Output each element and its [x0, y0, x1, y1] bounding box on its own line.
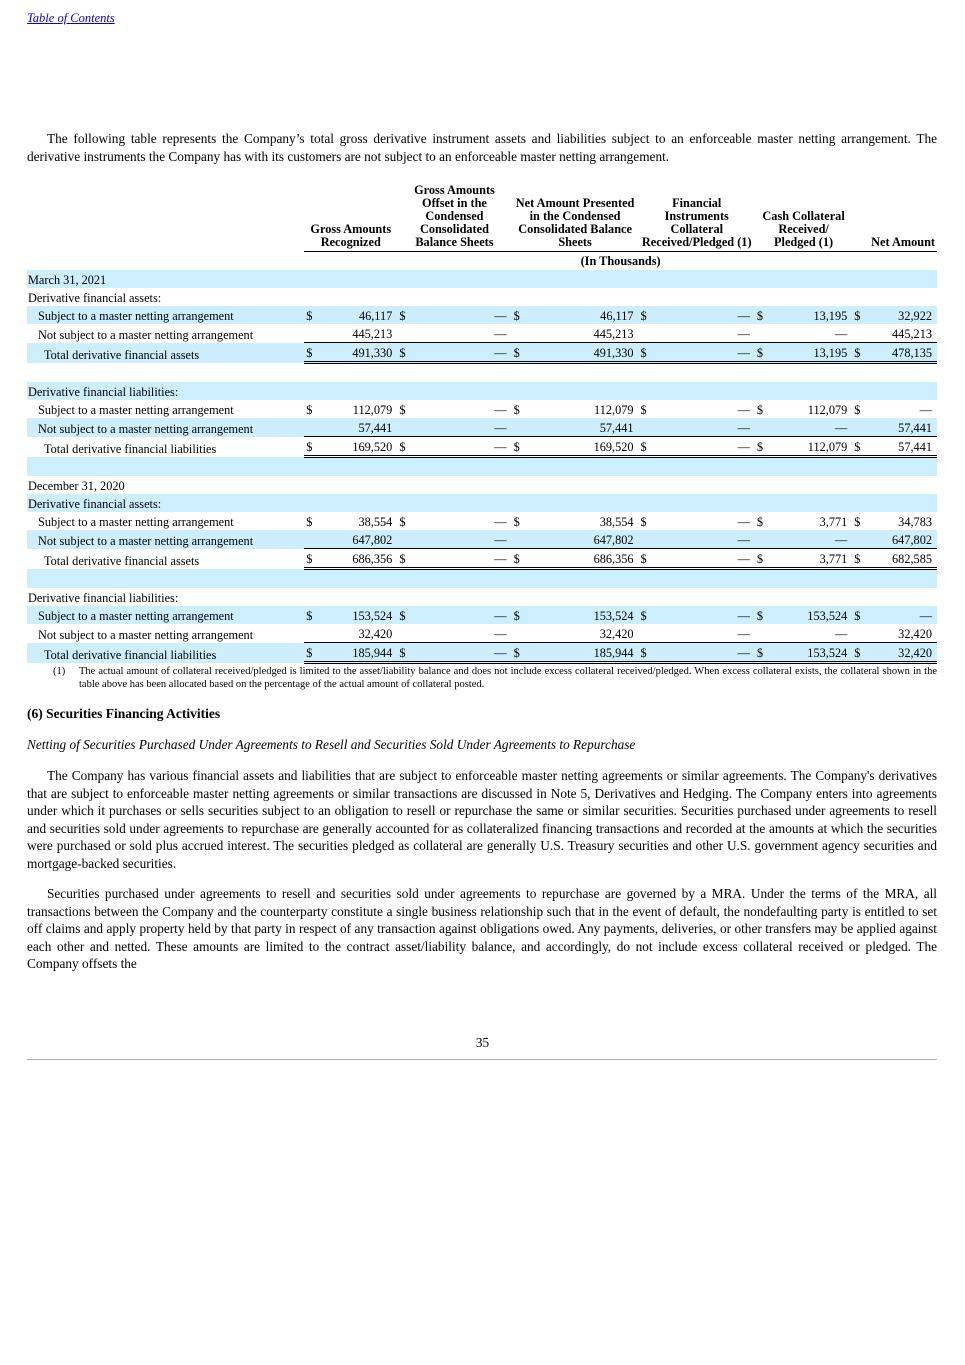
table-body	[27, 270, 937, 663]
dollar-sign: $	[399, 515, 406, 529]
dollar-sign: $	[512, 643, 529, 663]
dollar-sign	[304, 324, 321, 343]
dollar-sign: $	[852, 549, 869, 569]
dollar-sign	[639, 324, 656, 343]
row-label: Total derivative financial assets	[44, 553, 200, 568]
row-label: Derivative financial liabilities:	[28, 591, 179, 605]
cell-value: 153,524	[321, 606, 397, 624]
page-divider	[27, 1059, 937, 1060]
dollar-sign: $	[639, 643, 656, 663]
cell-value: —	[414, 606, 511, 624]
page-number: 35	[475, 1035, 490, 1050]
cell-value: —	[655, 530, 754, 549]
cell-value: —	[494, 327, 507, 341]
section-label-row	[27, 288, 937, 306]
cell-value: 57,441	[869, 418, 937, 437]
dollar-sign	[639, 530, 656, 549]
total-row	[27, 343, 937, 363]
row-label: Total derivative financial liabilities	[44, 441, 217, 456]
table-row	[27, 418, 937, 437]
dollar-sign: $	[512, 606, 529, 624]
row-label: Subject to a master netting arrangement	[27, 606, 304, 624]
dollar-sign: $	[304, 437, 321, 457]
cell-value: 57,441	[321, 418, 397, 437]
cell-value: —	[414, 418, 511, 437]
dollar-sign	[852, 418, 869, 437]
cell-value: 445,213	[321, 324, 397, 343]
paragraph-1: The Company has various financial assets and liabilities that are subject to enforceable master netting agreements or similar agreements. The Company's derivatives that are subject to enforceable master netting agreements or similar transactions are discussed in Note 5, Derivatives and Hedging. The Company enters into agreements under which it purchases or sells securities subject to an obligation to resell or repurchase the same or similar securities. Securities purchased under agreements to resell and securities sold under agreements to repurchase are generally accounted for as collateralized financing transactions and recorded at the amounts at which the securities were purchased or sold plus accrued interest. The securities pledged as collateral are generally U.S. Treasury securities and other U.S. government agency securities and mortgage-backed securities.	[27, 768, 937, 871]
table-row	[27, 324, 937, 343]
section-label-row	[27, 494, 937, 512]
total-row	[27, 549, 937, 569]
dollar-sign: $	[397, 343, 414, 363]
cell-value: —	[834, 327, 848, 341]
cell-value: 478,135	[869, 343, 937, 363]
section-label-row	[27, 588, 937, 606]
dollar-sign: $	[397, 437, 414, 457]
header-net-amount: Net Amount	[852, 184, 937, 252]
dollar-sign: $	[639, 306, 656, 324]
dollar-sign: $	[513, 515, 520, 529]
cell-value: —	[655, 418, 754, 437]
dollar-sign	[304, 530, 321, 549]
table-of-contents-link[interactable]: Table of Contents	[27, 11, 115, 25]
cell-value: —	[655, 549, 754, 569]
dollar-sign: $	[756, 403, 764, 417]
cell-value: —	[834, 627, 848, 641]
cell-value: —	[737, 515, 750, 529]
dollar-sign: $	[512, 343, 529, 363]
dollar-sign	[852, 624, 869, 643]
cell-value: —	[414, 549, 511, 569]
dollar-sign: $	[306, 403, 313, 417]
row-label: Subject to a master netting arrangement	[38, 403, 234, 417]
cell-value: 32,420	[869, 643, 937, 663]
dollar-sign: $	[755, 643, 772, 663]
dollar-sign: $	[639, 437, 656, 457]
dollar-sign: $	[639, 549, 656, 569]
dollar-sign: $	[512, 549, 529, 569]
cell-value: 647,802	[869, 530, 937, 549]
dollar-sign: $	[397, 606, 414, 624]
cell-value: —	[494, 515, 507, 529]
spacer-row	[27, 457, 937, 477]
cell-value: 32,420	[321, 624, 397, 643]
dollar-sign: $	[513, 403, 520, 417]
row-label: Derivative financial assets:	[27, 494, 937, 512]
dollar-sign: $	[852, 343, 869, 363]
cell-value: —	[655, 606, 754, 624]
cell-value: —	[655, 343, 754, 363]
header-net-presented: Net Amount Presented in the Condensed Consolidated Balance Sheets	[512, 184, 639, 252]
cell-value: —	[655, 306, 754, 324]
cell-value: 34,783	[898, 515, 932, 529]
dollar-sign	[639, 624, 656, 643]
cell-value: —	[737, 627, 750, 641]
intro-paragraph: The following table represents the Company’s total gross derivative instrument assets and liabilities subject to an enforceable master netting arrangement. The derivative instruments the Company has with its customers are not subject to an enforceable master netting arrangement.	[27, 131, 937, 164]
section-heading: (6) Securities Financing Activities	[27, 706, 221, 721]
dollar-sign	[397, 324, 414, 343]
cell-value: —	[737, 327, 750, 341]
dollar-sign	[512, 624, 529, 643]
dollar-sign	[397, 624, 414, 643]
table-row	[27, 606, 937, 624]
cell-value: 647,802	[529, 530, 639, 549]
dollar-sign	[755, 324, 772, 343]
cell-value: 57,441	[529, 418, 639, 437]
cell-value: 445,213	[892, 327, 932, 341]
dollar-sign: $	[304, 306, 321, 324]
cell-value: —	[772, 418, 852, 437]
row-label: Total derivative financial liabilities	[27, 643, 304, 663]
dollar-sign	[755, 418, 772, 437]
row-label: Not subject to a master netting arrangement	[27, 530, 304, 549]
header-offset: Gross Amounts Offset in the Condensed Consolidated Balance Sheets	[397, 184, 511, 252]
dollar-sign: $	[854, 515, 861, 529]
dollar-sign: $	[304, 343, 321, 363]
dollar-sign	[512, 530, 529, 549]
derivative-netting-table	[27, 184, 937, 664]
dollar-sign: $	[639, 606, 656, 624]
dollar-sign: $	[397, 643, 414, 663]
dollar-sign: $	[512, 437, 529, 457]
footnote-text: The actual amount of collateral received/pledged is limited to the asset/liability balance and does not include excess collateral received/pledged. When excess collateral exists, the collateral shown in the table above has been allocated based on the percentage of the actual amount of collateral posted.	[79, 666, 937, 690]
spacer-cell	[27, 457, 937, 477]
cell-value: —	[655, 437, 754, 457]
cell-value: —	[414, 306, 511, 324]
dollar-sign: $	[852, 606, 869, 624]
cell-value: 3,771	[819, 515, 848, 529]
footnote-marker: (1)	[53, 666, 66, 677]
cell-value: 112,079	[352, 403, 393, 417]
cell-value: 169,520	[529, 437, 639, 457]
section-label-row	[27, 476, 937, 494]
dollar-sign	[512, 418, 529, 437]
cell-value: —	[919, 403, 932, 417]
dollar-sign	[304, 624, 321, 643]
table-row	[27, 400, 937, 418]
cell-value: 682,585	[869, 549, 937, 569]
cell-value: 32,922	[869, 306, 937, 324]
cell-value: 112,079	[772, 437, 852, 457]
dollar-sign: $	[397, 549, 414, 569]
row-label: Not subject to a master netting arrangement	[38, 327, 254, 342]
cell-value: 57,441	[869, 437, 937, 457]
cell-value: 491,330	[529, 343, 639, 363]
cell-value: —	[737, 403, 750, 417]
table-row	[27, 530, 937, 549]
cell-value: 32,420	[898, 627, 932, 641]
dollar-sign: $	[852, 437, 869, 457]
spacer-cell	[27, 363, 937, 383]
footnote	[53, 665, 937, 691]
dollar-sign	[755, 624, 772, 643]
dollar-sign	[397, 418, 414, 437]
spacer-row	[27, 569, 937, 589]
cell-value: 491,330	[321, 343, 397, 363]
dollar-sign: $	[304, 606, 321, 624]
cell-value: —	[414, 343, 511, 363]
row-label: Not subject to a master netting arrangement	[38, 627, 254, 642]
dollar-sign: $	[755, 306, 772, 324]
cell-value: 185,944	[321, 643, 397, 663]
cell-value: 3,771	[772, 549, 852, 569]
cell-value: —	[414, 530, 511, 549]
cell-value: 46,117	[321, 306, 397, 324]
row-label: Subject to a master netting arrangement	[27, 306, 304, 324]
cell-value: 46,117	[529, 306, 639, 324]
row-label: March 31, 2021	[27, 270, 937, 288]
section-label-row	[27, 270, 937, 288]
dollar-sign: $	[397, 306, 414, 324]
row-label: Not subject to a master netting arrangement	[27, 418, 304, 437]
dollar-sign	[304, 418, 321, 437]
header-gross: Gross Amounts Recognized	[304, 184, 397, 252]
dollar-sign: $	[306, 515, 313, 529]
dollar-sign	[852, 324, 869, 343]
dollar-sign	[639, 418, 656, 437]
cell-value: 112,079	[807, 403, 848, 417]
table-row	[27, 624, 937, 643]
spacer-cell	[27, 569, 937, 589]
cell-value: 686,356	[529, 549, 639, 569]
total-row	[27, 643, 937, 663]
table-row	[27, 512, 937, 530]
cell-value: 112,079	[594, 403, 634, 417]
cell-value: —	[869, 606, 937, 624]
dollar-sign: $	[399, 403, 406, 417]
cell-value: 647,802	[321, 530, 397, 549]
dollar-sign: $	[304, 549, 321, 569]
cell-value: 686,356	[321, 549, 397, 569]
row-label: Derivative financial liabilities:	[27, 382, 937, 400]
cell-value: 169,520	[321, 437, 397, 457]
dollar-sign: $	[512, 306, 529, 324]
row-label: Derivative financial assets:	[28, 291, 162, 305]
cell-value: —	[772, 530, 852, 549]
dollar-sign: $	[852, 306, 869, 324]
dollar-sign	[852, 530, 869, 549]
dollar-sign	[397, 530, 414, 549]
cell-value: 13,195	[772, 343, 852, 363]
dollar-sign: $	[755, 549, 772, 569]
dollar-sign	[755, 530, 772, 549]
cell-value: 38,554	[358, 515, 393, 529]
total-row	[27, 437, 937, 457]
section-subheading: Netting of Securities Purchased Under Agreements to Resell and Securities Sold Under Agreements to Repurchase	[27, 737, 636, 752]
dollar-sign	[512, 324, 529, 343]
cell-value: —	[414, 437, 511, 457]
cell-value: 153,524	[529, 606, 639, 624]
dollar-sign: $	[852, 643, 869, 663]
cell-value: 153,524	[772, 606, 852, 624]
dollar-sign: $	[755, 606, 772, 624]
dollar-sign: $	[854, 403, 861, 417]
row-label: Total derivative financial assets	[27, 343, 304, 363]
row-label: Subject to a master netting arrangement	[38, 515, 234, 529]
dollar-sign: $	[756, 515, 764, 529]
dollar-sign: $	[755, 437, 772, 457]
cell-value: 32,420	[529, 624, 639, 643]
header-cash-collateral: Cash Collateral Received/ Pledged (1)	[755, 184, 852, 252]
dollar-sign: $	[304, 643, 321, 663]
cell-value: 13,195	[772, 306, 852, 324]
cell-value: —	[494, 627, 507, 641]
dollar-sign: $	[755, 343, 772, 363]
paragraph-2: Securities purchased under agreements to resell and securities sold under agreements to repurchase are governed by a MRA. Under the terms of the MRA, all transactions between the Company and the counterparty constitute a single business relationship such that in the event of default, the nondefaulting party is entitled to set off claims and apply property held by that party in respect of any transaction against obligations owed. Any payments, deliveries, or other transfers may be applied against each other and netted. These amounts are limited to the contract asset/liability balance, and accordingly, do not include excess collateral received or pledged. The Company offsets the	[27, 886, 937, 971]
cell-value: 445,213	[529, 324, 639, 343]
units-label: (In Thousands)	[580, 254, 661, 268]
table-row	[27, 306, 937, 324]
spacer-row	[27, 363, 937, 383]
cell-value: —	[655, 643, 754, 663]
dollar-sign: $	[640, 403, 647, 417]
cell-value: 153,524	[772, 643, 852, 663]
cell-value: 185,944	[529, 643, 639, 663]
dollar-sign: $	[639, 343, 656, 363]
dollar-sign: $	[640, 515, 647, 529]
row-label: December 31, 2020	[28, 479, 125, 493]
cell-value: —	[494, 403, 507, 417]
header-fin-instruments: Financial Instruments Collateral Received/Pledged (1)	[639, 184, 755, 252]
cell-value: —	[414, 643, 511, 663]
section-label-row	[27, 382, 937, 400]
cell-value: 38,554	[599, 515, 634, 529]
